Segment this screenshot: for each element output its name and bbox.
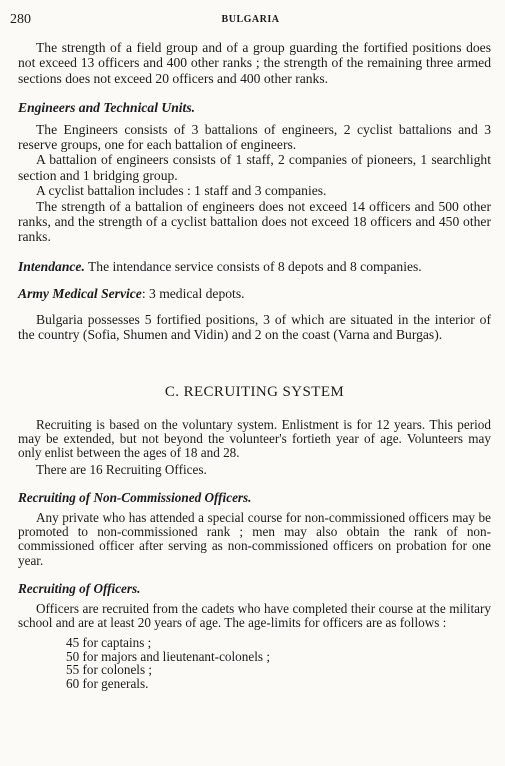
paragraph-engineer-battalion: A battalion of engineers consists of 1 staff, 2 companies of pioneers, 1 searchlight section and 1 bridging group. (18, 152, 491, 183)
paragraph-medical (18, 286, 491, 301)
page-body (18, 40, 491, 690)
paragraph-officers-recruiting: Officers are recruited from the cadets who have completed their course at the military school and are at least 20 years of age. The age-limits for officers are as follows : (18, 600, 491, 631)
paragraph-field-group-strength: The strength of a field group and of a group guarding the fortified positions does not exceed 13 officers and 400 other ranks ; the strength of the remaining three armed sections does not exceed 20 officers and 400 other ranks. (18, 40, 491, 86)
list-item: 60 for generals. (66, 675, 149, 691)
section-heading-nco: Recruiting of Non-Commissioned Officers. (18, 489, 252, 505)
paragraph-nco-recruiting: Any private who has attended a special course for non-commissioned officers may be promoted to non-commissioned rank ; men may also obtain the rank of non-commissioned officer after serving as non-commissioned officers on probation for one year. (18, 509, 491, 568)
age-limits-list (66, 636, 491, 690)
paragraph-intendance (18, 259, 491, 274)
paragraph-engineers-composition: The Engineers consists of 3 battalions of engineers, 2 cyclist battalions and 3 reserve groups, one for each battalion of engineers. (18, 121, 491, 153)
page-header (10, 10, 491, 30)
intendance-text: The intendance service consists of 8 depots and 8 companies. (84, 258, 422, 274)
section-title-recruiting: C. RECRUITING SYSTEM (164, 383, 345, 400)
section-heading-engineers: Engineers and Technical Units. (18, 100, 196, 116)
paragraph-cyclist-battalion: A cyclist battalion includes : 1 staff and 3 companies. (36, 183, 327, 199)
paragraph-recruiting-offices: There are 16 Recruiting Offices. (36, 461, 207, 477)
paragraph-recruiting-basis: Recruiting is based on the voluntary system. Enlistment is for 12 years. This period may be extended, but not beyond the volunteer's fortieth year of age. Volunteers may only enlist between the ages of 18 and 28. (18, 416, 491, 461)
medical-text: : 3 medical depots. (141, 286, 245, 302)
section-heading-officers: Recruiting of Officers. (18, 580, 141, 596)
paragraph-engineers-strength: The strength of a battalion of engineers does not exceed 14 officers and 500 other ranks, and the strength of a cyclist battalion does not exceed 18 officers and 450 other ranks. (18, 198, 491, 245)
list-item: 45 for captains ; (66, 635, 152, 651)
inline-heading-medical: Army Medical Service (18, 286, 142, 302)
page-number: 280 (10, 12, 31, 27)
list-item: 50 for majors and lieutenant-colonels ; (66, 648, 270, 664)
paragraph-fortified-positions: Bulgaria possesses 5 fortified positions, 3 of which are situated in the interior of the country (Sofia, Shumen and Vidin) and 2 on the coast (Varna and Burgas). (18, 311, 491, 343)
list-item: 55 for colonels ; (66, 662, 153, 678)
running-title: BULGARIA (221, 14, 280, 25)
inline-heading-intendance: Intendance. (18, 258, 85, 274)
